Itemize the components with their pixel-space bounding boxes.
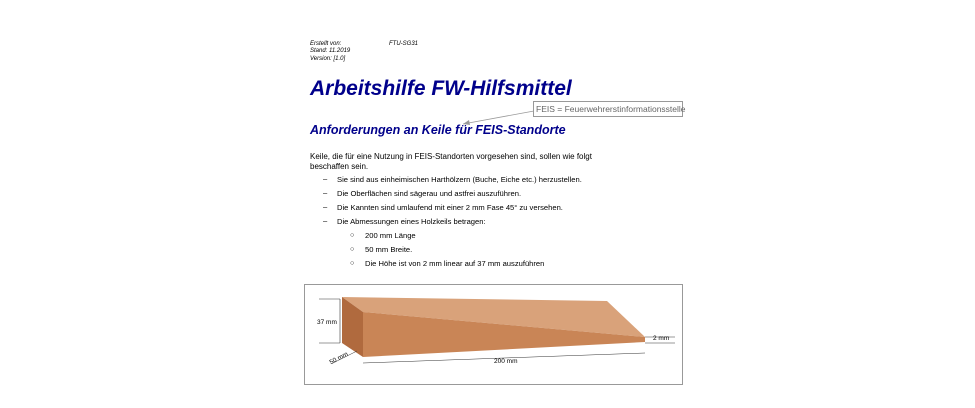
dim-width-label: 50 mm	[328, 350, 350, 367]
bullet-dash: –	[323, 202, 328, 211]
bullet-item: Die Abmessungen eines Holzkeils betragen:	[337, 217, 486, 226]
sub-bullet-item: 50 mm Breite.	[365, 245, 413, 254]
meta-date: Stand: 11.2019	[310, 48, 351, 54]
wedge-figure	[304, 284, 683, 385]
bullet-dash: –	[323, 216, 328, 225]
sub-bullet-circle: ○	[350, 232, 355, 239]
dim-tip-label: 2 mm	[653, 335, 670, 342]
sub-bullet-circle: ○	[350, 260, 355, 267]
sub-bullet-item: 200 mm Länge	[365, 231, 416, 240]
dim-height-label: 37 mm	[317, 319, 337, 326]
section-subtitle: Anforderungen an Keile für FEIS-Standorte	[310, 123, 566, 137]
bullet-item: Die Kannten sind umlaufend mit einer 2 mm Fase 45° zu versehen.	[337, 203, 563, 212]
feis-callout: FEIS = Feuerwehrerstinformationsstelle	[533, 101, 683, 117]
meta-version: Version: [1.0]	[310, 56, 346, 62]
bullet-dash: –	[323, 188, 328, 197]
sub-bullet-item: Die Höhe ist von 2 mm linear auf 37 mm auszuführen	[365, 259, 545, 268]
meta-created-value: FTU-SG31	[389, 41, 419, 47]
bullet-item: Die Oberflächen sind sägerau und astfrei auszuführen.	[337, 189, 522, 198]
intro-paragraph: Keile, die für eine Nutzung in FEIS-Standorten vorgesehen sind, sollen wie folgt beschaffen sein.	[310, 152, 592, 171]
bullet-dash: –	[323, 174, 328, 183]
bullet-item: Sie sind aus einheimischen Harthölzern (Buche, Eiche etc.) herzustellen.	[337, 175, 582, 184]
sub-bullet-circle: ○	[350, 246, 355, 253]
document-title: Arbeitshilfe FW-Hilfsmittel	[310, 77, 572, 100]
dim-length-label: 200 mm	[494, 358, 518, 365]
meta-created-label: Erstellt von:	[310, 41, 342, 47]
wood-wedge-image	[305, 285, 684, 386]
